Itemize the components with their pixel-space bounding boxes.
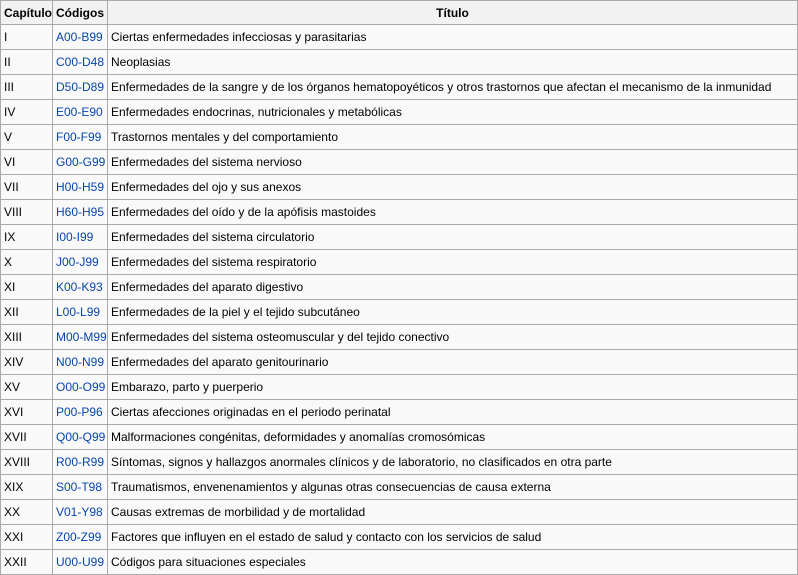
table-row [1,450,798,475]
chapter-cell: XV [1,375,53,400]
table-row [1,425,798,450]
chapter-cell: XXII [1,550,53,575]
title-cell: Enfermedades del sistema nervioso [108,150,798,175]
codes-cell [53,75,108,100]
codes-cell [53,250,108,275]
codes-link[interactable]: L00-L99 [56,305,101,319]
table-row [1,525,798,550]
chapter-cell: XIV [1,350,53,375]
codes-cell [53,300,108,325]
table-row [1,550,798,575]
codes-link[interactable]: V01-Y98 [56,505,103,519]
table-row [1,400,798,425]
codes-cell [53,275,108,300]
title-cell: Malformaciones congénitas, deformidades y anomalías cromosómicas [108,425,798,450]
table-row [1,475,798,500]
chapter-cell: VIII [1,200,53,225]
codes-link[interactable]: I00-I99 [56,230,94,244]
codes-link[interactable]: J00-J99 [56,255,99,269]
chapter-cell: XII [1,300,53,325]
codes-cell [53,550,108,575]
title-cell: Enfermedades del ojo y sus anexos [108,175,798,200]
header-title: Título [108,1,798,25]
codes-link[interactable]: C00-D48 [56,55,105,69]
table-row [1,300,798,325]
title-cell: Trastornos mentales y del comportamiento [108,125,798,150]
table-row [1,150,798,175]
codes-link[interactable]: H60-H95 [56,205,105,219]
title-cell: Ciertas enfermedades infecciosas y parasitarias [108,25,798,50]
title-cell: Enfermedades del aparato digestivo [108,275,798,300]
table-row [1,75,798,100]
title-cell: Enfermedades de la piel y el tejido subcutáneo [108,300,798,325]
table-row [1,50,798,75]
codes-link[interactable]: Q00-Q99 [56,430,106,444]
codes-cell [53,100,108,125]
chapter-cell: I [1,25,53,50]
codes-cell [53,175,108,200]
title-cell: Enfermedades del sistema respiratorio [108,250,798,275]
table-row [1,25,798,50]
codes-cell [53,350,108,375]
codes-link[interactable]: P00-P96 [56,405,103,419]
chapter-cell: III [1,75,53,100]
title-cell: Enfermedades del oído y de la apófisis mastoides [108,200,798,225]
chapter-cell: XXI [1,525,53,550]
codes-cell [53,125,108,150]
table-row [1,225,798,250]
codes-link[interactable]: R00-R99 [56,455,105,469]
table-row [1,500,798,525]
codes-cell [53,525,108,550]
codes-link[interactable]: E00-E90 [56,105,103,119]
chapter-cell: XIX [1,475,53,500]
codes-cell [53,150,108,175]
table-row [1,250,798,275]
codes-cell [53,200,108,225]
title-cell: Enfermedades del aparato genitourinario [108,350,798,375]
codes-cell [53,425,108,450]
codes-link[interactable]: S00-T98 [56,480,103,494]
codes-cell [53,25,108,50]
codes-cell [53,375,108,400]
codes-cell [53,225,108,250]
chapter-cell: XIII [1,325,53,350]
chapter-cell: VII [1,175,53,200]
title-cell: Causas extremas de morbilidad y de mortalidad [108,500,798,525]
chapter-cell: XVIII [1,450,53,475]
codes-link[interactable]: U00-U99 [56,555,105,569]
table-row [1,350,798,375]
codes-link[interactable]: N00-N99 [56,355,105,369]
codes-cell [53,50,108,75]
table-row [1,200,798,225]
codes-cell [53,400,108,425]
title-cell: Embarazo, parto y puerperio [108,375,798,400]
chapter-cell: II [1,50,53,75]
chapter-cell: XVII [1,425,53,450]
codes-link[interactable]: G00-G99 [56,155,106,169]
title-cell: Enfermedades del sistema circulatorio [108,225,798,250]
header-chapter: Capítulo [1,1,53,25]
chapter-cell: XI [1,275,53,300]
title-cell: Ciertas afecciones originadas en el periodo perinatal [108,400,798,425]
title-cell: Códigos para situaciones especiales [108,550,798,575]
codes-cell [53,500,108,525]
title-cell: Neoplasias [108,50,798,75]
codes-cell [53,325,108,350]
table-row [1,100,798,125]
chapter-cell: IV [1,100,53,125]
table-row [1,325,798,350]
chapter-cell: XVI [1,400,53,425]
chapter-cell: IX [1,225,53,250]
codes-link[interactable]: Z00-Z99 [56,530,102,544]
codes-link[interactable]: H00-H59 [56,180,105,194]
header-codes: Códigos [53,1,108,25]
codes-link[interactable]: M00-M99 [56,330,107,344]
table-row [1,125,798,150]
title-cell: Enfermedades de la sangre y de los órganos hematopoyéticos y otros trastornos que afectan el mecanismo de la inmunidad [108,75,798,100]
codes-link[interactable]: D50-D89 [56,80,105,94]
chapter-cell: VI [1,150,53,175]
chapter-cell: XX [1,500,53,525]
codes-link[interactable]: A00-B99 [56,30,103,44]
chapter-cell: V [1,125,53,150]
table-row [1,275,798,300]
table-row [1,375,798,400]
codes-link[interactable]: K00-K93 [56,280,103,294]
table-row [1,175,798,200]
title-cell: Enfermedades endocrinas, nutricionales y metabólicas [108,100,798,125]
codes-link[interactable]: F00-F99 [56,130,102,144]
title-cell: Enfermedades del sistema osteomuscular y del tejido conectivo [108,325,798,350]
title-cell: Traumatismos, envenenamientos y algunas otras consecuencias de causa externa [108,475,798,500]
title-cell: Factores que influyen en el estado de salud y contacto con los servicios de salud [108,525,798,550]
codes-cell [53,475,108,500]
chapter-cell: X [1,250,53,275]
codes-link[interactable]: O00-O99 [56,380,106,394]
header-row [1,1,798,25]
title-cell: Síntomas, signos y hallazgos anormales clínicos y de laboratorio, no clasificados en otra parte [108,450,798,475]
codes-cell [53,450,108,475]
